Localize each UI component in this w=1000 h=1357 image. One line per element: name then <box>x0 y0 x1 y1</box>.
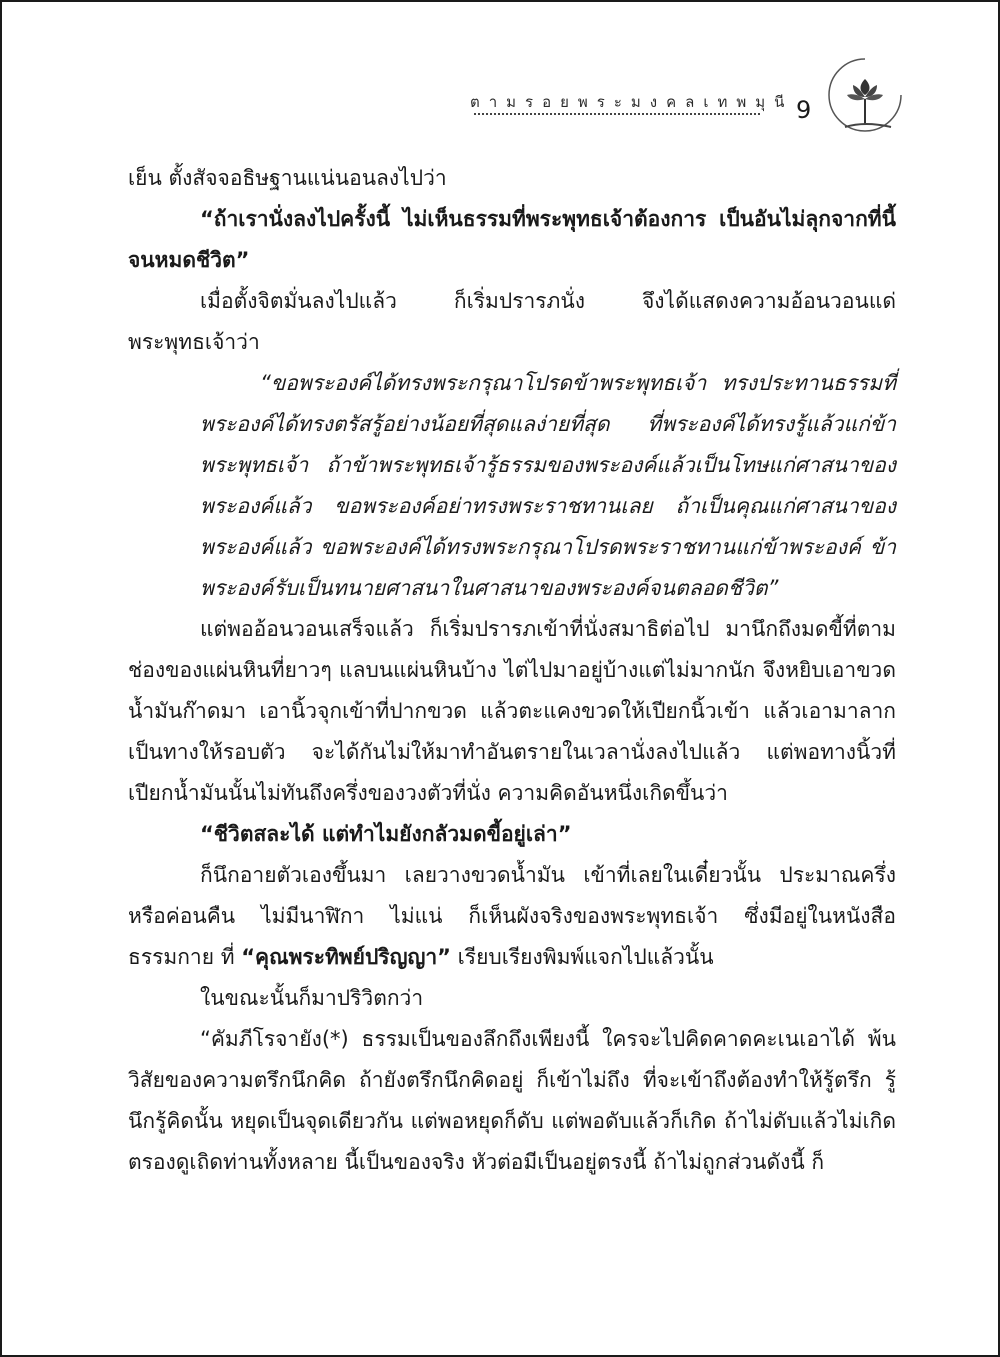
paragraph-8: “คัมภีโรจายัง(*) ธรรมเป็นของลึกถึงเพียงนี้ ใครจะไปคิดคาดคะเนเอาได้ พ้นวิสัยของความตรึกนึกคิด ถ้ายังตรึกนึกคิดอยู่ ก็เข้าไม่ถึง ที่จะเข้าถึงต้องทำให้รู้ตรึก รู้นึกรู้คิดนั้น หยุดเป็นจุดเดียวกัน แต่พอหยุดก็ดับ แต่พอดับแล้วก็เกิด ถ้าไม่ดับแล้วไม่เกิด ตรองดูเถิดท่านทั้งหลาย นี้เป็นของจริง หัวต่อมีเป็นอยู่ตรงนี้ ถ้าไม่ถูกส่วนดังนี้ ก็ <box>128 1027 896 1174</box>
paragraph-4: แต่พออ้อนวอนเสร็จแล้ว ก็เริ่มปรารภเข้าที่นั่งสมาธิต่อไป มานึกถึงมดขี้ที่ตามช่องของแผ่นหินที่ยาวๆ แลบนแผ่นหินบ้าง ไต่ไปมาอยู่บ้างแต่ไม่มากนัก จึงหยิบเอาขวดน้ำมันก๊าดมา เอานิ้วจุกเข้าที่ปากขวด แล้วตะแคงขวดให้เปียกนิ้วเข้า แล้วเอามาลากเป็นทางให้รอบตัว จะได้กันไม่ให้มาทำอันตรายในเวลานั่งลงไปแล้ว แต่พอทางนิ้วที่เปียกน้ำมันนั้นไม่ทันถึงครึ่งของวงตัวที่นั่ง ความคิดอันหนึ่งเกิดขึ้นว่า <box>128 617 896 805</box>
page-body <box>128 158 896 1183</box>
paragraph-7: ในขณะนั้นก็มาปริวิตกว่า <box>200 986 424 1010</box>
bold-vow-quote: “ถ้าเรานั่งลงไปครั้งนี้ ไม่เห็นธรรมที่พระพุทธเจ้าต้องการ เป็นอันไม่ลุกจากที่นี้จนหมดชีวิต” <box>128 207 896 272</box>
paragraph-6-text-a: ก็นึกอายตัวเองขึ้นมา เลยวางขวดน้ำมัน เข้าที่เลยในเดี๋ยวนั้น ประมาณครึ่งหรือค่อนคืน ไม่มีนาฬิกา ไม่แน่ ก็เห็นผังจริงของพระพุทธเจ้า ซึ่งมีอยู่ในหนังสือธรรมกาย ที่ <box>128 863 896 969</box>
paragraph-6 <box>128 855 896 978</box>
author-name-bold: “คุณพระทิพย์ปริญญา” <box>241 945 451 969</box>
prayer-quote-block <box>200 363 896 609</box>
lotus-emblem-icon <box>825 55 905 135</box>
bold-realization-quote: “ชีวิตสละได้ แต่ทำไมยังกลัวมดขี้อยู่เล่า” <box>200 822 572 846</box>
paragraph-1: เย็น ตั้งสัจจอธิษฐานแน่นอนลงไปว่า <box>128 166 447 190</box>
prayer-quote-text: “ขอพระองค์ได้ทรงพระกรุณาโปรดข้าพระพุทธเจ้า ทรงประทานธรรมที่พระองค์ได้ทรงตรัสรู้อย่างน้อยที่สุดแลง่ายที่สุด ที่พระองค์ได้ทรงรู้แล้วแก่ข้าพระพุทธเจ้า ถ้าข้าพระพุทธเจ้ารู้ธรรมของพระองค์แล้วเป็นโทษแก่ศาสนาของพระองค์แล้ว ขอพระองค์อย่าทรงพระราชทานเลย ถ้าเป็นคุณแก่ศาสนาของพระองค์แล้ว ขอพระองค์ได้ทรงพระกรุณาโปรดพระราชทานแก่ข้าพระองค์ ข้าพระองค์รับเป็นทนายศาสนาในศาสนาของพระองค์จนตลอดชีวิต” <box>200 371 896 600</box>
header-dotted-rule <box>474 113 760 115</box>
page-number: 9 <box>796 96 812 124</box>
paragraph-6-text-b: เรียบเรียงพิมพ์แจกไปแล้วนั้น <box>450 945 714 969</box>
running-header-title: ตามรอยพระมงคลเทพมุนี <box>470 93 794 111</box>
paragraph-3: เมื่อตั้งจิตมั่นลงไปแล้ว ก็เริ่มปรารภนั่ง จึงได้แสดงความอ้อนวอนแด่พระพุทธเจ้าว่า <box>128 289 896 354</box>
